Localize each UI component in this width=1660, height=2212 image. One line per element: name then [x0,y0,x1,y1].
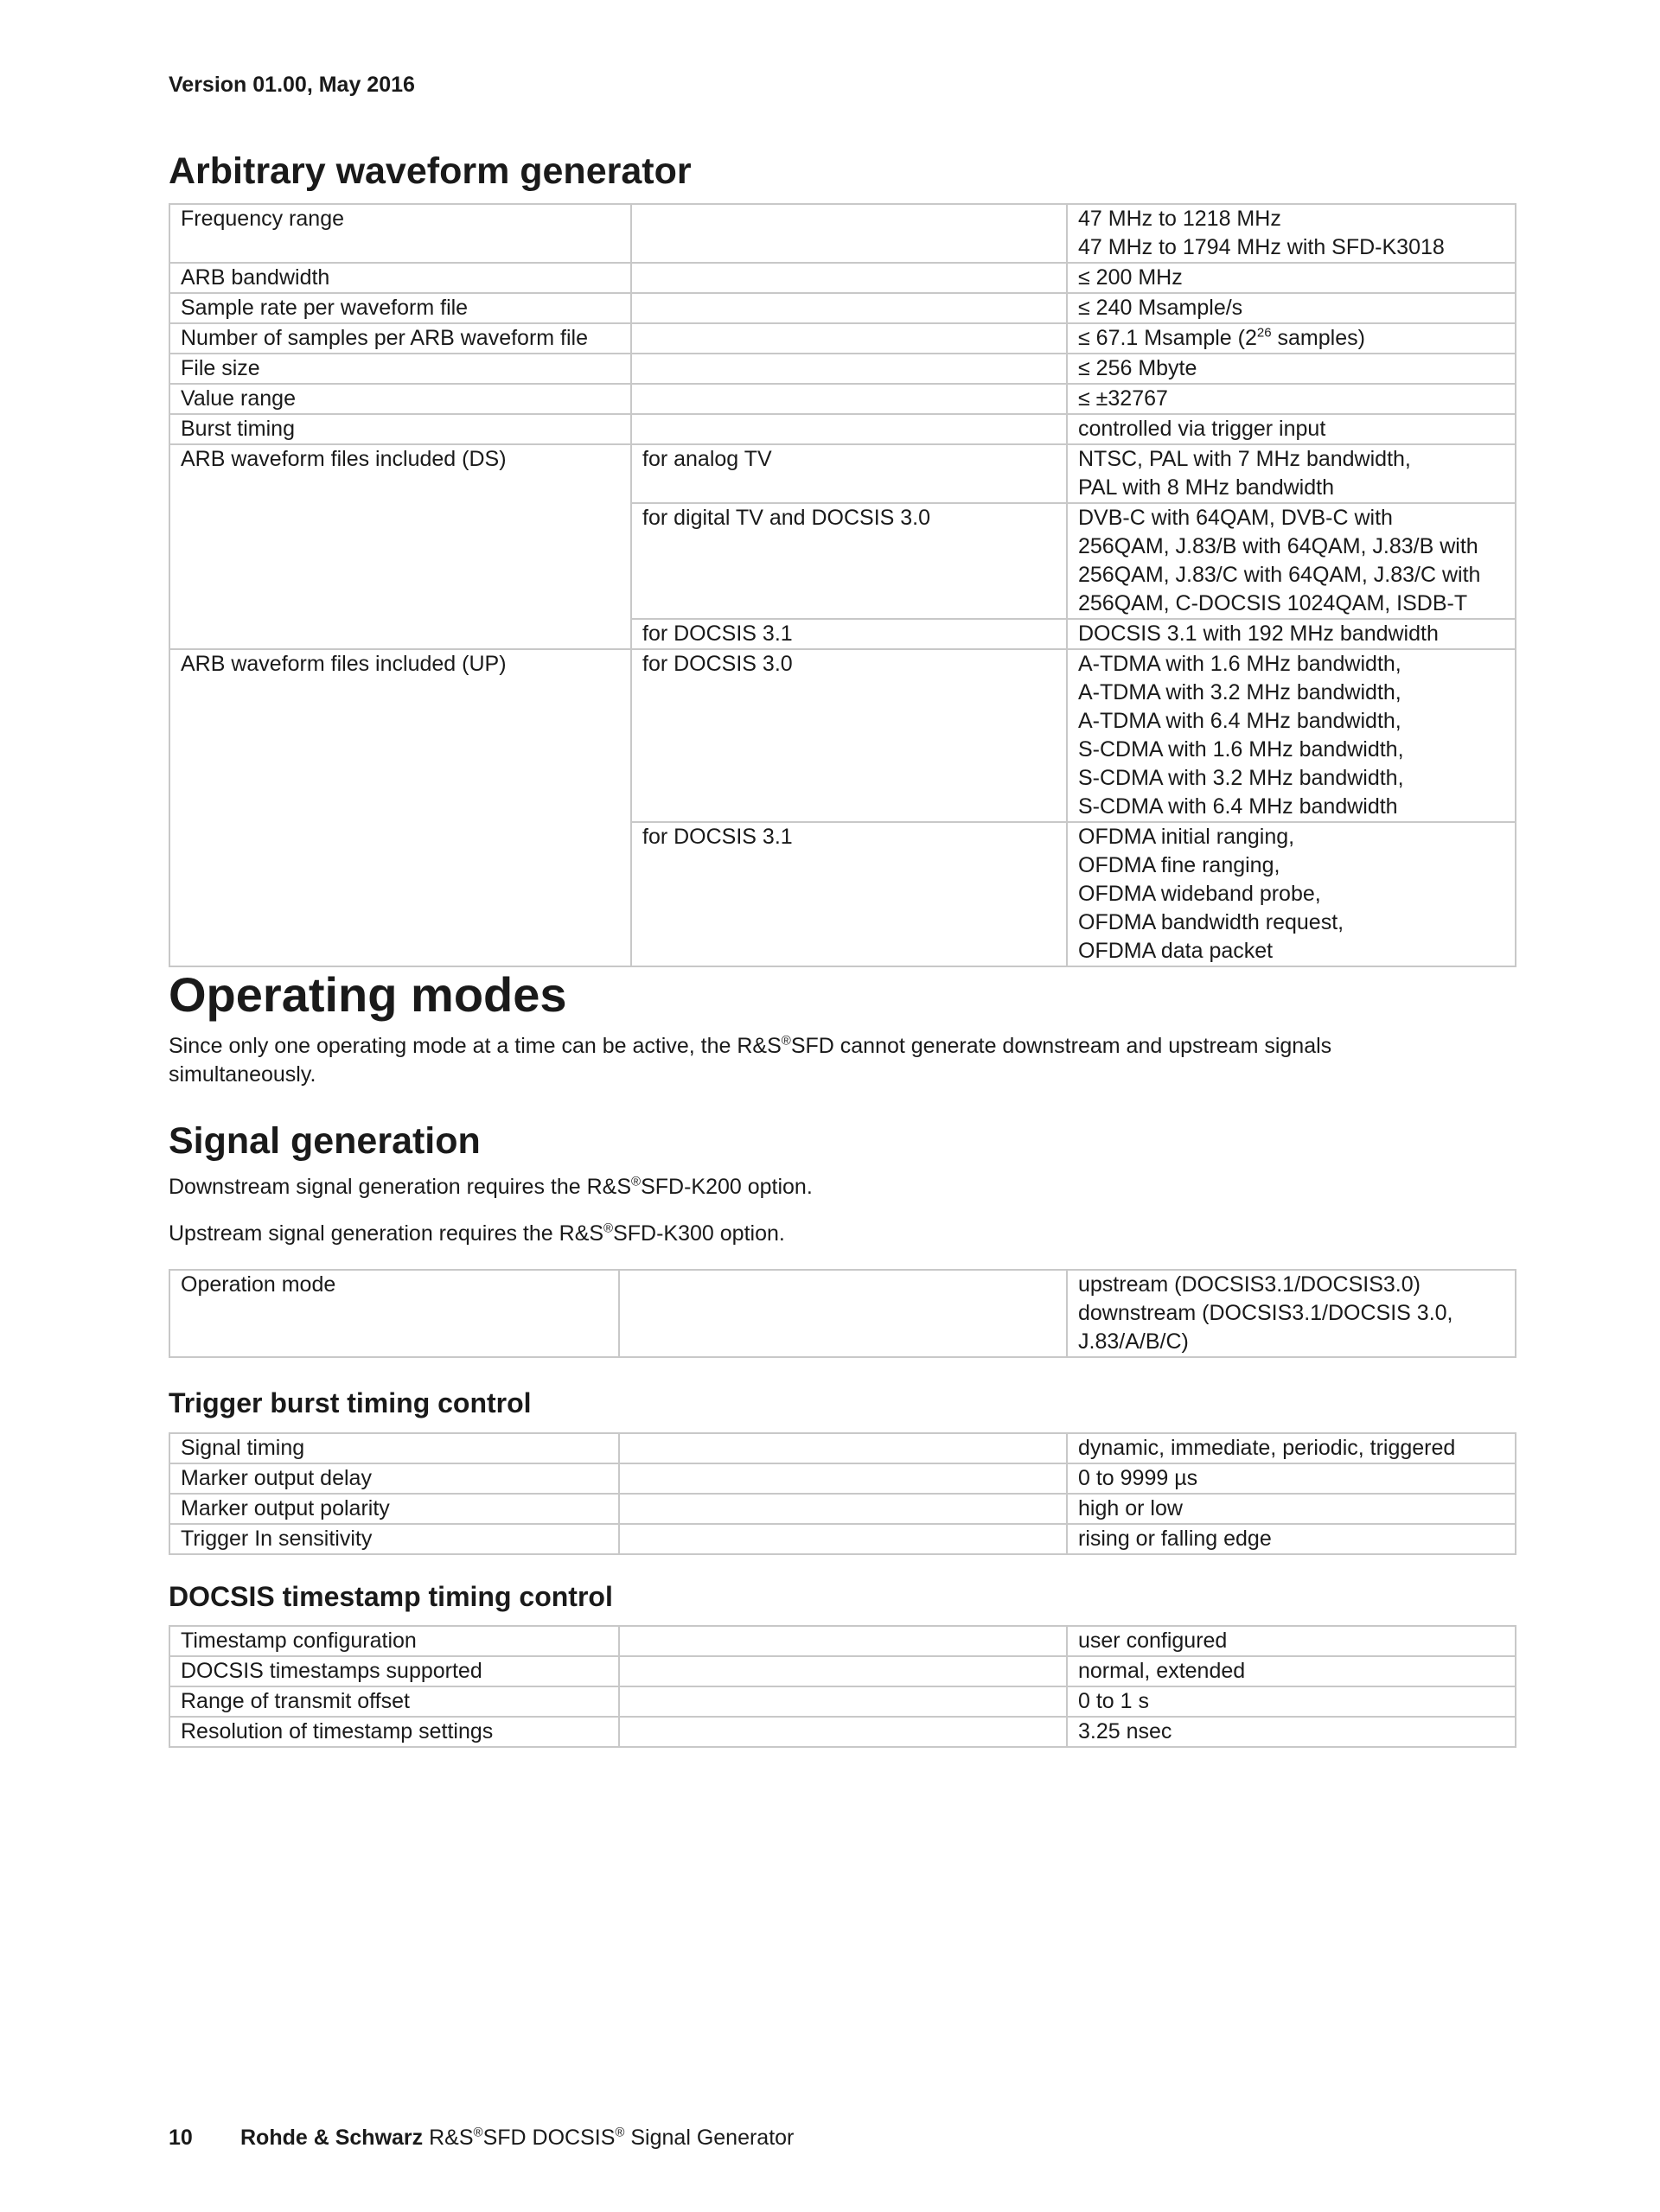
row-value: 0 to 1 s [1067,1686,1516,1717]
value-line: S-CDMA with 1.6 MHz bandwidth, [1078,737,1404,762]
empty-cell [631,323,1067,354]
upstream-paragraph [169,1220,785,1248]
value-line: A-TDMA with 1.6 MHz bandwidth, [1078,652,1401,676]
row-value [1067,414,1516,444]
superscript: 26 [1256,325,1272,341]
docsis-timestamp-table [169,1625,1516,1748]
table-row [169,204,1516,263]
row-value: normal, extended [1067,1656,1516,1686]
empty-cell [619,1656,1067,1686]
empty-cell [631,293,1067,323]
row-condition: for digital TV and DOCSIS 3.0 [631,503,1067,619]
row-label: ARB waveform files included (DS) [169,444,631,649]
text: ≤ 67.1 Msample (2 [1078,326,1257,350]
value-line: 47 MHz to 1794 MHz with SFD-K3018 [1078,235,1445,259]
value-line: ≤ 256 Mbyte [1078,356,1197,380]
row-condition: for analog TV [631,444,1067,503]
row-label: Marker output polarity [169,1494,619,1524]
company-name: Rohde & Schwarz [240,2126,424,2150]
value-line: 47 MHz to 1218 MHz [1078,207,1281,231]
table-row [169,1717,1516,1747]
value-line: controlled via trigger input [1078,417,1326,441]
text: SFD cannot generate downstream and upstream signals [790,1034,1332,1058]
table-row [169,1494,1516,1524]
row-label: Operation mode [169,1270,619,1357]
table-row [169,1433,1516,1463]
empty-cell [619,1717,1067,1747]
table-row [169,1524,1516,1554]
row-label: Resolution of timestamp settings [169,1717,619,1747]
row-value [1067,822,1516,966]
empty-cell [619,1270,1067,1357]
empty-cell [619,1626,1067,1656]
row-label: Number of samples per ARB waveform file [169,323,631,354]
text: Upstream signal generation requires the R&S [169,1221,604,1246]
empty-cell [619,1686,1067,1717]
row-value [1067,354,1516,384]
section-title-trigger: Trigger burst timing control [169,1387,532,1418]
registered-mark: ® [631,1174,642,1189]
row-label: Frequency range [169,204,631,263]
empty-cell [631,414,1067,444]
value-line: OFDMA data packet [1078,939,1274,963]
empty-cell [619,1524,1067,1554]
value-line: OFDMA fine ranging, [1078,853,1280,877]
arb-spec-table [169,203,1516,967]
text: SFD-K300 option. [613,1221,785,1246]
table-row [169,263,1516,293]
row-value: rising or falling edge [1067,1524,1516,1554]
row-label: Range of transmit offset [169,1686,619,1717]
row-value: dynamic, immediate, periodic, triggered [1067,1433,1516,1463]
operation-mode-table [169,1269,1516,1358]
value-line: A-TDMA with 3.2 MHz bandwidth, [1078,680,1401,704]
value-line: ≤ 240 Msample/s [1078,296,1243,320]
value-line: 256QAM, J.83/C with 64QAM, J.83/C with [1078,563,1481,587]
section-title-signal-generation: Signal generation [169,1120,481,1162]
text: Downstream signal generation requires the R&S [169,1175,631,1199]
table-row [169,1626,1516,1656]
row-condition: for DOCSIS 3.1 [631,822,1067,966]
value-line: DOCSIS 3.1 with 192 MHz bandwidth [1078,622,1439,646]
value-line: upstream (DOCSIS3.1/DOCSIS3.0) [1078,1272,1421,1297]
empty-cell [631,384,1067,414]
page-footer [169,2125,795,2151]
table-row [169,384,1516,414]
text: SFD-K200 option. [641,1175,813,1199]
registered-mark: ® [603,1221,614,1236]
text: simultaneously. [169,1062,316,1087]
operating-modes-paragraph [169,1032,1331,1089]
page-number: 10 [169,2126,193,2150]
value-line: ≤ 200 MHz [1078,265,1183,290]
row-label: Marker output delay [169,1463,619,1494]
value-line: S-CDMA with 6.4 MHz bandwidth [1078,794,1398,819]
value-line: NTSC, PAL with 7 MHz bandwidth, [1078,447,1411,471]
table-row [169,444,1516,503]
row-value: high or low [1067,1494,1516,1524]
table-row [169,1463,1516,1494]
section-title-operating-modes: Operating modes [169,967,567,1022]
row-condition: for DOCSIS 3.1 [631,619,1067,649]
empty-cell [619,1494,1067,1524]
text: R&S [423,2126,474,2150]
row-value [1067,323,1516,354]
table-row [169,1656,1516,1686]
value-line: A-TDMA with 6.4 MHz bandwidth, [1078,709,1401,733]
empty-cell [631,263,1067,293]
text: Signal Generator [624,2126,795,2150]
row-label: File size [169,354,631,384]
value-line: OFDMA initial ranging, [1078,825,1295,849]
row-value: 0 to 9999 µs [1067,1463,1516,1494]
value-line: ≤ ±32767 [1078,386,1168,411]
registered-mark: ® [473,2125,483,2140]
row-value [1067,1270,1516,1357]
row-label: Timestamp configuration [169,1626,619,1656]
text: SFD DOCSIS [482,2126,616,2150]
empty-cell [619,1463,1067,1494]
value-line: PAL with 8 MHz bandwidth [1078,475,1334,500]
table-row [169,1686,1516,1717]
empty-cell [631,204,1067,263]
row-label: ARB waveform files included (UP) [169,649,631,966]
value-line: 256QAM, J.83/B with 64QAM, J.83/B with [1078,534,1478,558]
table-row [169,323,1516,354]
section-title-docsis-timestamp: DOCSIS timestamp timing control [169,1581,613,1612]
empty-cell [619,1433,1067,1463]
row-value [1067,204,1516,263]
row-label: DOCSIS timestamps supported [169,1656,619,1686]
row-label: Value range [169,384,631,414]
table-row [169,354,1516,384]
table-row [169,414,1516,444]
row-value [1067,503,1516,619]
table-row [169,293,1516,323]
value-line: 256QAM, C-DOCSIS 1024QAM, ISDB-T [1078,591,1468,615]
text: samples) [1271,326,1365,350]
version-header: Version 01.00, May 2016 [169,73,415,97]
downstream-paragraph [169,1173,813,1202]
value-line: J.83/A/B/C) [1078,1329,1189,1354]
footer-product [240,2126,794,2151]
row-value [1067,384,1516,414]
value-line: OFDMA wideband probe, [1078,882,1321,906]
registered-mark: ® [781,1033,791,1049]
value-line: OFDMA bandwidth request, [1078,910,1344,934]
row-label: Sample rate per waveform file [169,293,631,323]
row-label: ARB bandwidth [169,263,631,293]
row-value [1067,293,1516,323]
value-line: downstream (DOCSIS3.1/DOCSIS 3.0, [1078,1301,1453,1325]
row-value [1067,263,1516,293]
trigger-table [169,1432,1516,1555]
text: Since only one operating mode at a time can be active, the R&S [169,1034,782,1058]
empty-cell [631,354,1067,384]
registered-mark: ® [615,2125,625,2140]
row-value: user configured [1067,1626,1516,1656]
row-label: Burst timing [169,414,631,444]
row-value [1067,619,1516,649]
value-line: DVB-C with 64QAM, DVB-C with [1078,506,1393,530]
section-title-arb: Arbitrary waveform generator [169,150,692,192]
row-value: 3.25 nsec [1067,1717,1516,1747]
table-row [169,1270,1516,1357]
row-label: Trigger In sensitivity [169,1524,619,1554]
value-line: S-CDMA with 3.2 MHz bandwidth, [1078,766,1404,790]
row-condition: for DOCSIS 3.0 [631,649,1067,822]
row-label: Signal timing [169,1433,619,1463]
row-value [1067,649,1516,822]
row-value [1067,444,1516,503]
table-row [169,649,1516,822]
